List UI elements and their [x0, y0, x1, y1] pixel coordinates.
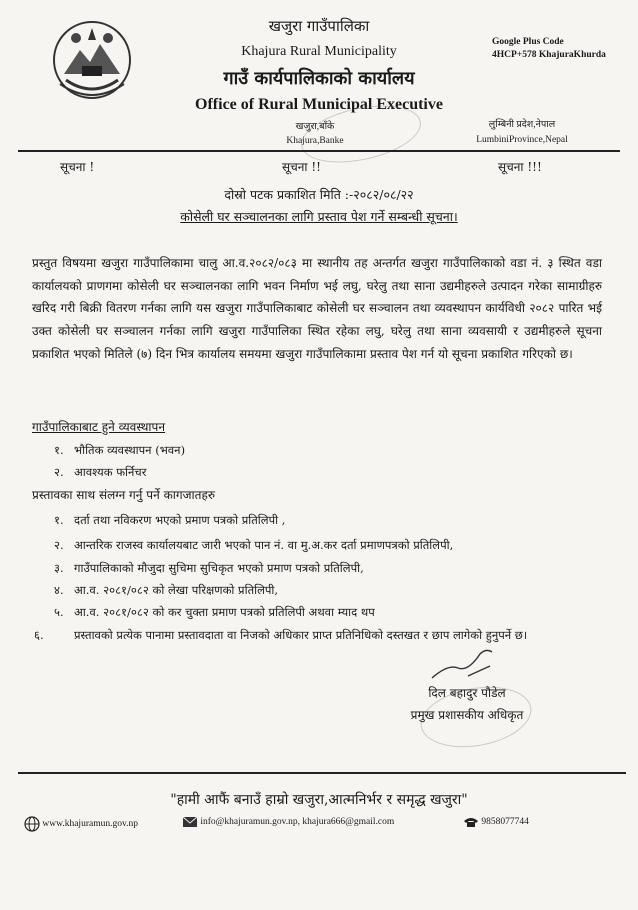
footer-email[interactable] [182, 816, 394, 828]
globe-icon [24, 816, 40, 832]
item-text: दर्ता तथा नविकरण भएको प्रमाण पत्रको प्रतिलिपी , [74, 513, 286, 527]
documents-title: प्रस्तावका साथ संलग्न गर्नु पर्ने कागजातहरु [32, 488, 216, 502]
item-text: प्रस्तावको प्रत्येक पानामा प्रस्तावदाता वा निजको अधिकार प्राप्त प्रतिनिधिको दस्तखत र छाप लागेको हुनुपर्ने छ। [74, 628, 528, 642]
publish-date: दोस्रो पटक प्रकाशित मिति :-२०८२/०८/२२ [224, 187, 414, 202]
province-en: LumbiniProvince,Nepal [476, 135, 568, 145]
phone-icon [463, 816, 479, 828]
item-text: भौतिक व्यवस्थापन (भवन) [74, 443, 186, 457]
item-number: ६. [34, 628, 44, 642]
management-title: गाउँपालिकाबाट हुने व्यवस्थापन [32, 420, 166, 434]
item-text: आ.व. २०८१/०८२ को लेखा परिक्षणको प्रतिलिपी, [74, 583, 279, 597]
address-np: खजुरा,बाँके [295, 122, 335, 132]
gpc-value: 4HCP+578 KhajuraKhurda [492, 50, 606, 60]
item-number: २. [54, 465, 64, 479]
office-name-np: गाउँ कार्यपालिकाको कार्यालय [223, 68, 415, 89]
list-item [54, 462, 600, 482]
signatory-title: प्रमुख प्रशासकीय अधिकृत [410, 708, 524, 722]
gpc-title: Google Plus Code [492, 37, 564, 47]
header-divider [18, 150, 620, 152]
envelope-icon [182, 816, 198, 828]
municipality-name-en: Khajura Rural Municipality [241, 44, 397, 59]
notice-body: प्रस्तुत विषयमा खजुरा गाउँपालिकामा चालु आ.व.२०८२/०८३ मा स्थानीय तह अन्तर्गत खजुरा गाउँपालिकाको वडा नं. ३ स्थित वडा कार्यालयको प्राणगमा कोसेली घर सञ्चालनका लागि भवन निर्माण भई लघु, घरेलु तथा साना उद्यमीहरुले उत्पादन गरेका सामाग्रीहरु खरिद गरी बिक्री वितरण गर्नका लागि यस खजुरा गाउँपालिकाबाट कोसेली घर सञ्चालन तथा व्यवस्थापन कार्यविधी २०८२ पारित भई उक्त कोसेली घर सञ्चालन गर्नका लागि खजुरा गाउँपालिका स्थित रहेका लघु, घरेलु तथा साना व्यवसायी र उद्यमीहरुले सूचना प्रकाशित भएको मितिले (७) दिन भित्र कार्यालय समयमा खजुरा गाउँपालिकामा प्रस्ताव पेश गर्न यो सूचना प्रकाशित गरिएको छ। [32, 256, 602, 361]
list-item [54, 535, 600, 555]
footer-slogan: "हामी आफैं बनाउँ हाम्रो खजुरा,आत्मनिर्भर र समृद्ध खजुरा" [170, 792, 468, 808]
province-np: लुम्बिनी प्रदेश,नेपाल [488, 120, 556, 130]
list-item [54, 580, 600, 600]
footer-divider [18, 772, 626, 774]
address-en: Khajura,Banke [286, 136, 344, 146]
signature-scribble [428, 646, 498, 684]
office-name-en: Office of Rural Municipal Executive [195, 96, 443, 113]
item-number: १. [54, 443, 64, 457]
footer-phone[interactable] [463, 816, 529, 828]
item-text: आ.व. २०८१/०८२ को कर चुक्ता प्रमाण पत्रको प्रतिलिपी अथवा म्याद थप [74, 605, 375, 619]
item-text: गाउँपालिकाको मौजुदा सुचिमा सुचिकृत भएको प्रमाण पत्रको प्रतिलिपी, [74, 561, 364, 575]
item-number: १. [54, 513, 64, 527]
google-plus-code [492, 36, 606, 62]
list-item [54, 440, 600, 460]
address-block [270, 120, 360, 148]
item-number: २. [54, 538, 64, 552]
phone-text: 9858077744 [481, 817, 529, 828]
notice-subject: कोसेली घर सञ्चालनका लागि प्रस्ताव पेश गर्ने सम्बन्धी सूचना। [180, 209, 458, 224]
footer-website[interactable] [24, 816, 138, 832]
list-item [54, 602, 600, 622]
province-block [460, 118, 584, 148]
signatory-name: दिल बहादुर पौडेल [428, 686, 506, 700]
list-item [54, 510, 600, 530]
item-number: ३. [54, 561, 64, 575]
item-number: ५. [54, 605, 64, 619]
notice-label-1: सूचना ! [60, 160, 95, 174]
list-item [34, 625, 614, 645]
municipality-name-np: खजुरा गाउँपालिका [268, 17, 370, 35]
website-text: www.khajuramun.gov.np [42, 819, 138, 830]
item-text: आवश्यक फर्निचर [74, 465, 147, 479]
item-text: आन्तरिक राजस्व कार्यालयबाट जारी भएको पान नं. वा मु.अ.कर दर्ता प्रमाणपत्रको प्रतिलिपी, [74, 538, 454, 552]
email-text: info@khajuramun.gov.np, khajura666@gmail.com [200, 817, 395, 828]
list-item [54, 558, 600, 578]
notice-label-2: सूचना !! [282, 160, 321, 174]
notice-label-3: सूचना !!! [498, 160, 542, 174]
item-number: ४. [54, 583, 64, 597]
